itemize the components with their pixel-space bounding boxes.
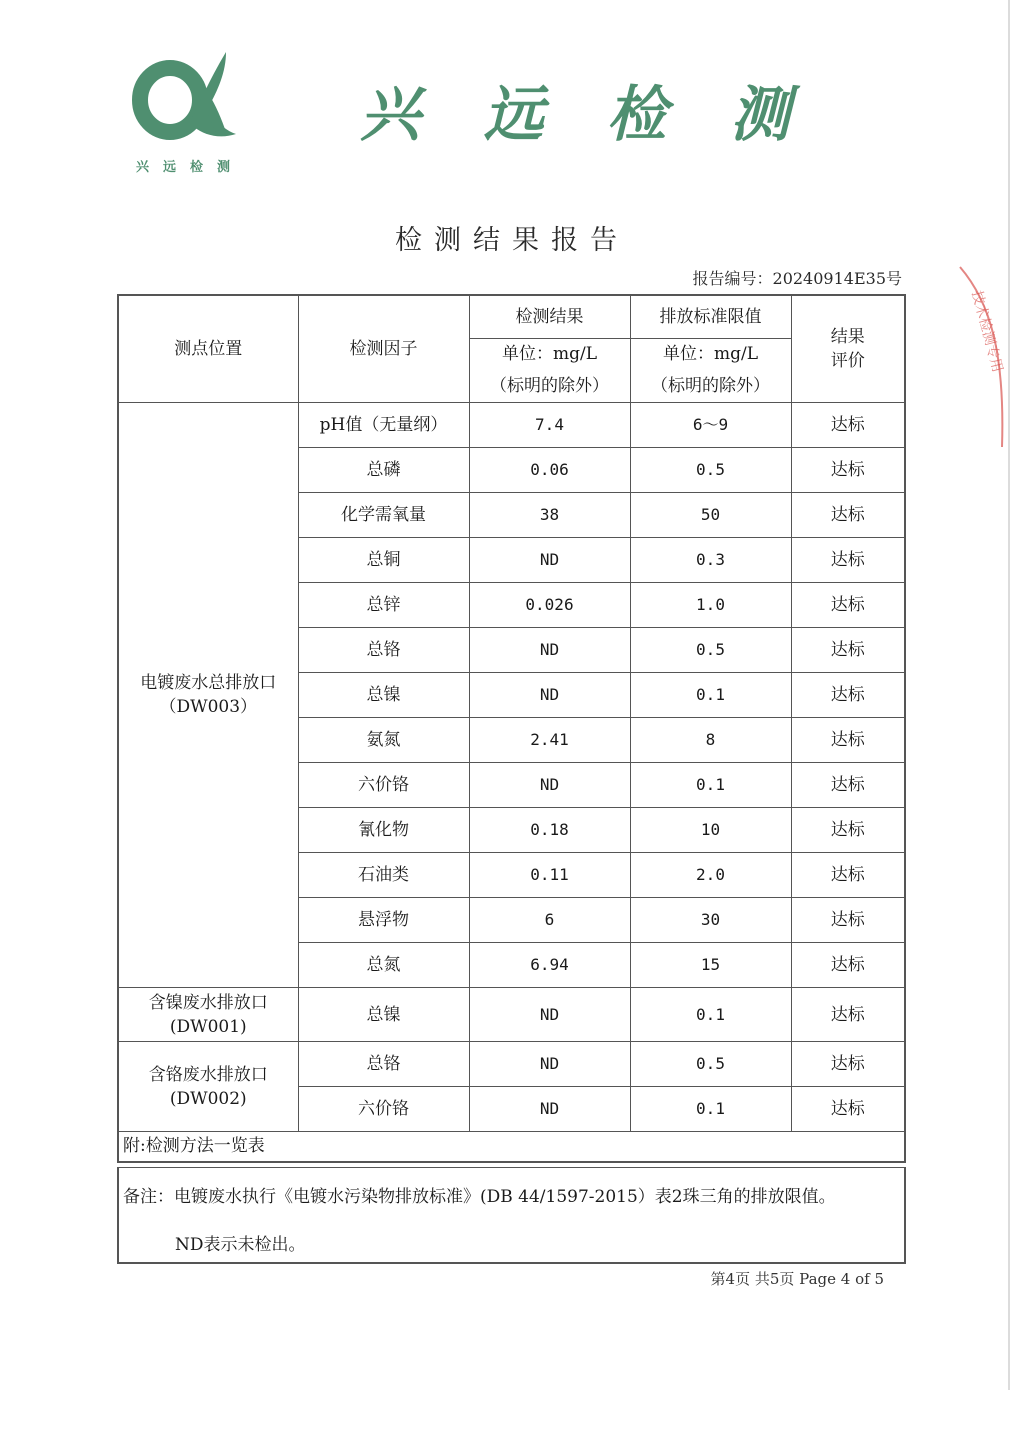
- limit-cell: 0.5: [630, 448, 791, 493]
- result-cell: ND: [469, 673, 630, 718]
- limit-cell: 0.1: [630, 763, 791, 808]
- limit-cell: 0.3: [630, 538, 791, 583]
- factor-cell: 总铜: [298, 538, 469, 583]
- factor-cell: 氰化物: [298, 808, 469, 853]
- location-code: (DW002): [169, 1088, 247, 1109]
- factor-cell: 化学需氧量: [298, 493, 469, 538]
- limit-cell: 30: [630, 898, 791, 943]
- company-logo: [128, 52, 248, 182]
- result-cell: 6.94: [469, 943, 630, 988]
- brand-char: 检: [606, 80, 667, 150]
- factor-cell: 总锌: [298, 583, 469, 628]
- table-row: [118, 1042, 905, 1087]
- factor-cell: 氨氮: [298, 718, 469, 763]
- factor-cell: 石油类: [298, 853, 469, 898]
- page-footer: 第4页 共5页 Page 4 of 5: [710, 1270, 884, 1288]
- limit-cell: 10: [630, 808, 791, 853]
- result-cell: ND: [469, 628, 630, 673]
- location-cell: [118, 988, 298, 1042]
- header-result-unit: 单位：mg/L: [469, 339, 630, 370]
- brand-char: 兴: [360, 80, 420, 150]
- result-cell: 0.06: [469, 448, 630, 493]
- header-evaluation-line: 结果: [830, 327, 865, 347]
- header-result: 检测结果: [469, 295, 630, 339]
- logo-mark-icon: [128, 52, 248, 152]
- eval-cell: 达标: [791, 898, 905, 943]
- svg-text:技术检测专用: 技术检测专用: [968, 288, 1006, 375]
- eval-cell: 达标: [791, 493, 905, 538]
- notes-box: [117, 1167, 906, 1264]
- eval-cell: 达标: [791, 673, 905, 718]
- location-cell: [118, 1042, 298, 1132]
- eval-cell: 达标: [791, 583, 905, 628]
- result-cell: 0.18: [469, 808, 630, 853]
- result-cell: 6: [469, 898, 630, 943]
- limit-cell: 0.5: [630, 1042, 791, 1087]
- table-row: [118, 988, 905, 1042]
- header-limit-unit: 单位：mg/L: [630, 339, 791, 370]
- limit-cell: 6～9: [630, 403, 791, 448]
- report-number: 报告编号：20240914E35号: [692, 269, 902, 288]
- location-name: 含镍废水排放口: [148, 992, 268, 1013]
- eval-cell: 达标: [791, 943, 905, 988]
- note-line: 备注：电镀废水执行《电镀水污染物排放标准》(DB 44/1597-2015）表2珠三角的排放限值。: [123, 1187, 836, 1207]
- eval-cell: 达标: [791, 718, 905, 763]
- limit-cell: 8: [630, 718, 791, 763]
- seal-stamp: [950, 262, 1020, 452]
- page-title: 检测结果报告: [395, 225, 629, 256]
- factor-cell: 总铬: [298, 628, 469, 673]
- factor-cell: pH值（无量纲）: [298, 403, 469, 448]
- logo-caption: 兴远检测: [136, 160, 245, 175]
- eval-cell: 达标: [791, 403, 905, 448]
- factor-cell: 悬浮物: [298, 898, 469, 943]
- note-line: ND表示未检出。: [175, 1235, 306, 1255]
- brand-char: 测: [729, 80, 790, 150]
- result-cell: ND: [469, 988, 630, 1042]
- header-limit-note: （标明的除外）: [630, 369, 791, 403]
- limit-cell: 2.0: [630, 853, 791, 898]
- factor-cell: 总铬: [298, 1042, 469, 1087]
- eval-cell: 达标: [791, 1042, 905, 1087]
- header-location: 测点位置: [118, 295, 298, 403]
- eval-cell: 达标: [791, 763, 905, 808]
- header-limit: 排放标准限值: [630, 295, 791, 339]
- brand-char: 远: [483, 80, 544, 150]
- eval-cell: 达标: [791, 853, 905, 898]
- eval-cell: 达标: [791, 808, 905, 853]
- location-name: 含铬废水排放口: [148, 1064, 268, 1085]
- table-row: [118, 403, 905, 448]
- result-cell: 2.41: [469, 718, 630, 763]
- result-cell: ND: [469, 538, 630, 583]
- factor-cell: 六价铬: [298, 1087, 469, 1132]
- limit-cell: 0.1: [630, 1087, 791, 1132]
- factor-cell: 总氮: [298, 943, 469, 988]
- result-cell: 0.11: [469, 853, 630, 898]
- factor-cell: 总镍: [298, 673, 469, 718]
- limit-cell: 0.1: [630, 988, 791, 1042]
- location-name: 电镀废水总排放口: [140, 673, 277, 693]
- limit-cell: 0.1: [630, 673, 791, 718]
- result-cell: 0.026: [469, 583, 630, 628]
- result-cell: ND: [469, 763, 630, 808]
- result-cell: ND: [469, 1042, 630, 1087]
- limit-cell: 1.0: [630, 583, 791, 628]
- result-cell: 38: [469, 493, 630, 538]
- page-edge: [1008, 0, 1010, 1390]
- eval-cell: 达标: [791, 538, 905, 583]
- location-cell: [118, 403, 298, 988]
- limit-cell: 0.5: [630, 628, 791, 673]
- result-cell: 7.4: [469, 403, 630, 448]
- brand-name: [360, 70, 790, 150]
- header-result-note: （标明的除外）: [469, 369, 630, 403]
- factor-cell: 总磷: [298, 448, 469, 493]
- results-table: [117, 294, 906, 1163]
- location-code: (DW001): [169, 1016, 247, 1037]
- result-cell: ND: [469, 1087, 630, 1132]
- limit-cell: 15: [630, 943, 791, 988]
- eval-cell: 达标: [791, 628, 905, 673]
- header-factor: 检测因子: [298, 295, 469, 403]
- factor-cell: 总镍: [298, 988, 469, 1042]
- factor-cell: 六价铬: [298, 763, 469, 808]
- location-code: （DW003）: [159, 697, 258, 717]
- eval-cell: 达标: [791, 1087, 905, 1132]
- header-evaluation-line: 评价: [830, 351, 865, 371]
- appendix-line: 附:检测方法一览表: [118, 1132, 905, 1162]
- limit-cell: 50: [630, 493, 791, 538]
- eval-cell: 达标: [791, 448, 905, 493]
- header-evaluation: [791, 295, 905, 403]
- eval-cell: 达标: [791, 988, 905, 1042]
